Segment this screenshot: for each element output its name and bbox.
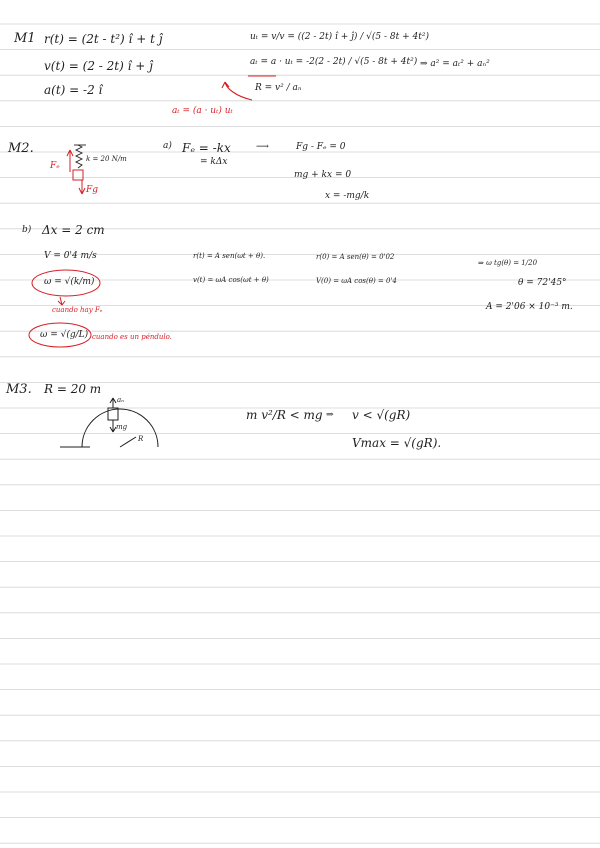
tangent-relation: ⇒ ω tg(θ) = 1/20 (478, 259, 538, 267)
elastic-force-label: Fₑ (50, 161, 60, 171)
velocity-harmonic: v(t) = ωA cos(ωt + θ) (193, 276, 269, 284)
acceleration-magnitude: ⇒ a² = aₜ² + aₙ² (420, 59, 490, 69)
elastic-force: Fₑ = -kx (182, 141, 231, 155)
dome-radius-label: R (138, 435, 144, 443)
maximum-velocity: Vmax = √(gR). (352, 436, 442, 450)
displacement-result: x = -mg/k (325, 191, 370, 201)
radius-of-curvature: R = v² / aₙ (255, 83, 302, 93)
amplitude-result: A = 2'06 × 10⁻³ m. (486, 302, 573, 312)
omega-spring: ω = √(k/m) (44, 277, 95, 287)
omega-pendulum: ω = √(g/L) (40, 330, 89, 340)
problem-number-m1: M1 (14, 31, 36, 46)
unit-tangent-vector: uₜ = v/v = ((2 - 2t) î + ĵ) / √(5 - 8t + 4t²) (250, 32, 429, 42)
phase-result: θ = 72'45° (518, 278, 567, 288)
cuando-muelle-note: cuando hay Fₑ (52, 306, 103, 314)
tangential-acceleration: aₜ = a · uₜ = -2(2 - 2t) / √(5 - 8t + 4t²) (250, 57, 418, 67)
part-a-label: a) (163, 141, 172, 151)
implication-arrow: ⟶ (256, 142, 269, 152)
acceleration-vector: a(t) = -2 î (44, 83, 103, 97)
velocity-condition: v < √(gR) (352, 408, 411, 422)
velocity-initial: V(0) = ωA cos(θ) = 0'4 (316, 277, 397, 285)
displacement-given: Δx = 2 cm (42, 223, 105, 237)
part-b-label: b) (22, 225, 32, 235)
problem-number-m2: M2. (8, 141, 34, 156)
cuando-pendulo-note: cuando es un péndulo. (92, 333, 172, 341)
weight-force-label: Fg (86, 185, 99, 195)
force-balance: Fg - Fₑ = 0 (296, 142, 346, 152)
red-tangential-vector: aₜ = (a · uₜ) uₜ (172, 106, 233, 116)
implication-arrow-m3: ⇒ (326, 410, 334, 420)
radius-given: R = 20 m (44, 382, 102, 396)
position-initial: r(0) = A sen(θ) = 0'02 (316, 253, 395, 261)
velocity-given: V = 0'4 m/s (44, 251, 97, 261)
velocity-vector: v(t) = (2 - 2t) î + ĵ (44, 59, 153, 73)
equilibrium-equation: mg + kx = 0 (294, 170, 352, 180)
problem-number-m3: M3. (6, 382, 32, 397)
weight-label: mg (116, 423, 128, 431)
position-vector: r(t) = (2t - t²) î + t ĵ (44, 32, 163, 46)
spring-constant: k = 20 N/m (86, 155, 127, 163)
position-harmonic: r(t) = A sen(ωt + θ). (193, 252, 266, 260)
elastic-force-magnitude: = kΔx (200, 157, 228, 167)
condition-inequality: m v²/R < mg (246, 408, 323, 422)
normal-acceleration-label: aₙ (117, 396, 125, 404)
